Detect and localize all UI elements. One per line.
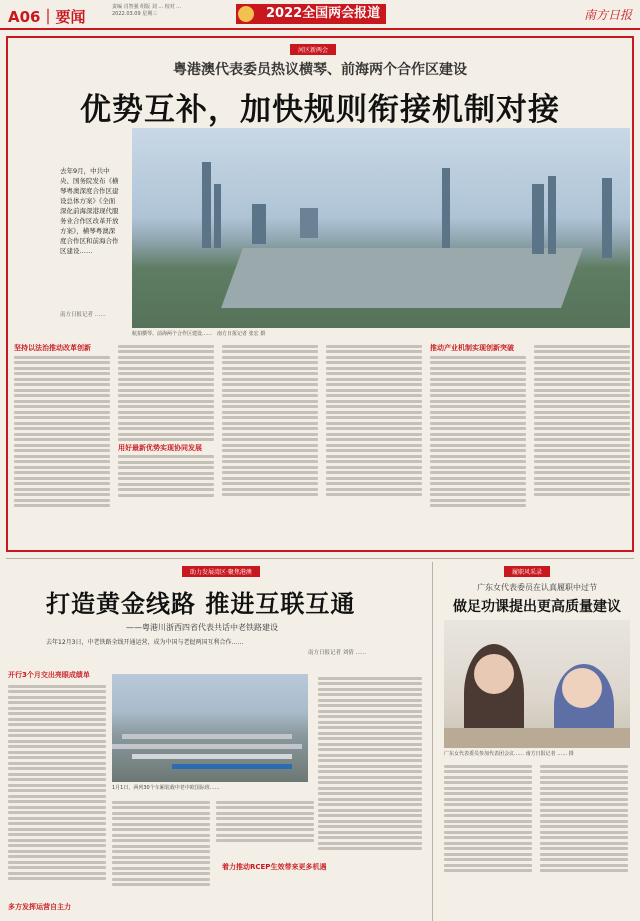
column-rule: [432, 562, 433, 921]
aerial-photo: [132, 128, 630, 328]
section-tag: 助力发展湾区·聚焦港澳: [182, 566, 260, 577]
story-intro: 去年12月3日，中老铁路全线开通运营，成为中国与老挝两国互利合作……: [46, 639, 244, 646]
column-1: [14, 342, 110, 510]
story-headline: 打造黄金线路 推进互联互通: [46, 589, 356, 618]
header-meta: 责编 肖智强 组版 刘 ... 校对 ... 2022.03.09 星期三: [112, 4, 182, 17]
section-divider: [6, 558, 634, 559]
photo-caption: 1月1日，两列30个车厢装载中老中欧国际班……: [112, 785, 220, 791]
two-sessions-banner: 2022全国两会报道: [236, 4, 386, 24]
railway-story: [6, 562, 426, 921]
column-text: [318, 674, 422, 853]
train-photo: [112, 674, 308, 782]
column-text: [444, 762, 532, 875]
newspaper-logo: 南方日报: [583, 8, 632, 22]
column-6: [534, 342, 630, 499]
photo-caption: 航拍横琴、前海两个合作区建设…… 南方日报记者 张宏 摄: [132, 331, 266, 337]
page-number: A06｜要闻: [8, 8, 86, 26]
story-headline: 做足功课提出更高质量建议: [453, 599, 621, 615]
emblem-icon: [238, 6, 254, 22]
subhead: 推动产业机制实现创新突破: [430, 344, 514, 352]
subhead: 着力推动RCEP生效带来更多机遇: [222, 863, 327, 871]
section-tag: 河区新两会: [290, 44, 336, 55]
women-deputies-story: [440, 562, 634, 921]
column-2: [118, 342, 214, 499]
subhead: 坚持以法治推动改革创新: [14, 344, 91, 352]
column-text: [8, 682, 106, 883]
subhead: 用好最新优势实现协同发展: [118, 443, 202, 452]
story-kicker: ——粤港川浙西四省代表共话中老铁路建设: [126, 623, 278, 632]
column-5: [430, 342, 526, 510]
column-text: [540, 762, 628, 875]
deputies-photo: [444, 620, 630, 748]
column-3: [222, 342, 318, 499]
story-byline: 南方日报记者 刘倩 ……: [308, 650, 367, 656]
subhead: 开行3个月交出亮眼成绩单: [8, 671, 90, 679]
story-kicker: 粤港澳代表委员热议横琴、前海两个合作区建设: [173, 62, 467, 78]
subhead: 多方发挥运营自主力: [8, 903, 71, 911]
column-text: [112, 798, 210, 889]
column-4: [326, 342, 422, 499]
story-kicker: 广东女代表委员在认真履职中过节: [477, 583, 597, 592]
section-tag: 履职风采录: [504, 566, 550, 577]
photo-caption: 广东女代表委员参加代表团会议…… 南方日报记者 …… 摄: [444, 751, 574, 757]
top-story: [6, 36, 634, 552]
page-header: [0, 0, 640, 30]
story-lead: 去年9月，中共中央、国务院发布《横琴粤澳深度合作区建设总体方案》《全面深化前海深港现代服务业合作区改革开放方案》，横琴粤澳深度合作区和前海合作区建设……: [60, 167, 119, 255]
story-headline: 优势互补，加快规则衔接机制对接: [80, 92, 560, 128]
story-credit: 南方日报记者 ……: [60, 312, 106, 318]
column-text: [216, 798, 314, 845]
